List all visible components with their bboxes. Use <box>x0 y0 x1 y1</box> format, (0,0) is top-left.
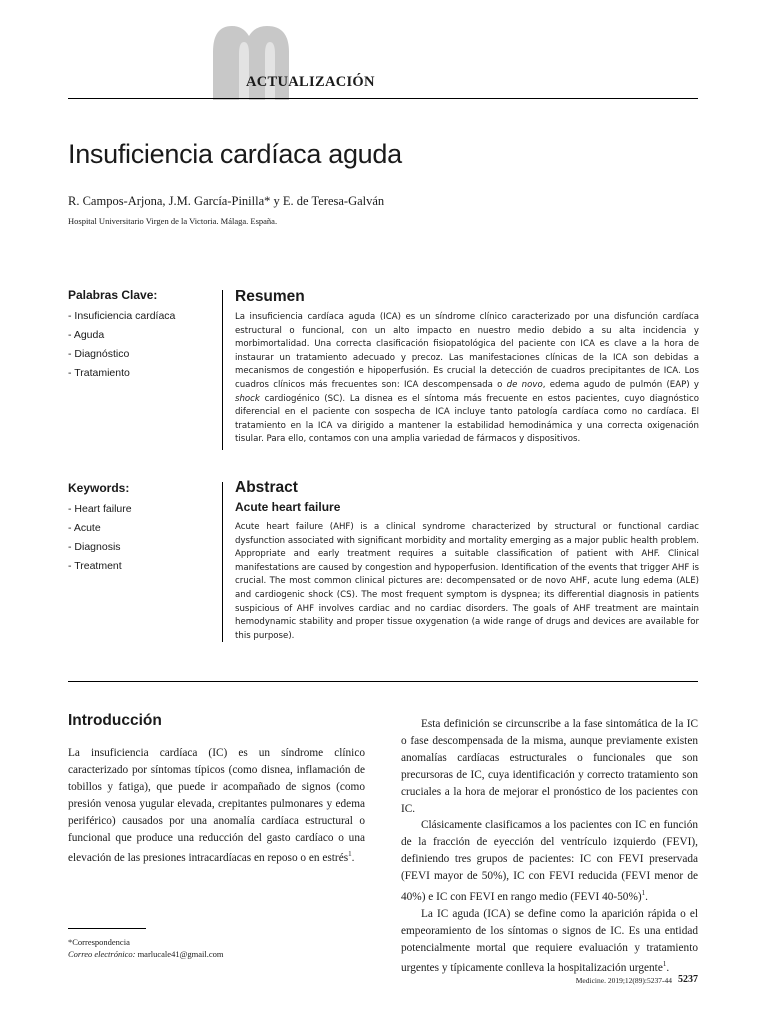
keywords-en-list <box>68 500 132 576</box>
page-number: 5237 <box>678 974 698 985</box>
intro-paragraph: La IC aguda (ICA) se define como la aparición rápida o el empeoramiento de los síntomas o signos de IC. Es una entidad potencialmente mortal que requiere evaluación y tratamiento urgentes y típicamente conlleva la hospitalización urgente$^1$. <box>401 907 698 975</box>
keyword-item: - Aguda <box>68 329 105 341</box>
correspondence-note: *Correspondencia <box>68 937 130 947</box>
keyword-item: - Heart failure <box>68 503 132 515</box>
keywords-es-list <box>68 307 175 383</box>
correspondence-email: Correo electrónico: marlucale41@gmail.com <box>68 949 224 959</box>
intro-paragraph: Esta definición se circunscribe a la fase sintomática de la IC o fase descompensada de la misma, aunque previamente existen anomalías cardíacas estructurales o funcionales que son precursoras de IC, cuya identificación y correcto tratamiento son cruciales a la hora de mejorar el pronóstico de los pacientes con IC. <box>401 718 698 815</box>
article-authors: R. Campos-Arjona, J.M. García-Pinilla* y E. de Teresa-Galván <box>68 194 385 208</box>
resumen-body: La insuficiencia cardíaca aguda (ICA) es un síndrome clínico caracterizado por una disfunción cardíaca estructural o funcional, con un alto impacto en nuestro medio debido a su alta incidencia y morbimortalidad. Una correcta clasificación fisiopatológica del paciente con ICA es clave a la hora de instaurar un tratamiento adecuado y precoz. Las manifestaciones clínicas de la ICA son debidas a mecanismos de congestión e hipoperfusión. Es crucial la detección de cuadros precipitantes de ICA. Los cuadros clínicos más frecuentes son: ICA descompensada o de novo, edema agudo de pulmón (EAP) y shock cardiogénico (SC). La disnea es el síntoma más frecuente en estos pacientes, cuyo diagnóstico diferencial en el paciente con sospecha de ICA incluye tanto patología cardíaca como no cardíaca. El tratamiento en la ICA va dirigido a mantener la estabilidad hemodinámica y una correcta oxigenación tisular. Para ello, contamos con una amplia variedad de fármacos y dispositivos. <box>235 312 699 445</box>
keyword-item: - Diagnosis <box>68 541 121 553</box>
intro-paragraph: La insuficiencia cardíaca (IC) es un síndrome clínico caracterizado por síntomas típicos (como disnea, inflamación de tobillos y fatiga), que puede ir acompañado de signos (como presión venosa yugular elevada, crepitantes pulmonares y edema periférico) causados por una anomalía cardíaca estructural o funcional que produce una reducción del gasto cardíaco o una elevación de las presiones intracardíacas en reposo o en estrés$^1$. <box>68 747 365 865</box>
keywords-es-heading: Palabras Clave: <box>68 288 158 302</box>
keyword-item: - Treatment <box>68 560 122 572</box>
article-affiliation: Hospital Universitario Virgen de la Victoria. Málaga. España. <box>68 216 278 226</box>
keywords-en-heading: Keywords: <box>68 481 130 495</box>
keyword-item: - Diagnóstico <box>68 348 130 360</box>
keyword-item: - Insuficiencia cardíaca <box>68 310 176 322</box>
abstract-heading: Abstract <box>235 479 298 496</box>
section-divider <box>68 681 698 682</box>
footnote-divider <box>68 928 146 929</box>
abstract-subheading: Acute heart failure <box>235 500 341 514</box>
intro-heading: Introducción <box>68 712 162 729</box>
resumen-divider <box>222 290 223 450</box>
intro-left-column <box>68 745 365 867</box>
keyword-item: - Acute <box>68 522 101 534</box>
section-label: ACTUALIZACIÓN <box>246 74 375 90</box>
abstract-body: Acute heart failure (AHF) is a clinical syndrome characterized by structural or functional cardiac dysfunction associated with significant morbidity and mortality emerging as a major public health problem. Appropriate and early treatment requires a suitable classification of patient with AHF. Clinical manifestations are caused by congestion and hypoperfusion. Identification of the events that trigger AHF is crucial. The most common clinical pictures are: decompensated or de novo AHF, acute lung edema (ALE) and cardiogenic shock (CS). The most frequent symptom is dyspnea; its differential diagnosis in patients suspicious of AHF involves cardiac and no cardiac disorders. The goals of AHF treatment are maintain hemodynamic stability and proper tissue oxygenation (a wide range of drugs and devices are available for this purpose). <box>235 522 699 641</box>
article-title: Insuficiencia cardíaca aguda <box>68 139 402 169</box>
header-divider <box>68 98 698 99</box>
keyword-item: - Tratamiento <box>68 367 130 379</box>
intro-paragraph: Clásicamente clasificamos a los pacientes con IC en función de la fracción de eyección del ventrículo izquierdo (FEVI), definiendo tres grupos de pacientes: IC con FEVI preservada (FEVI mayor de 50%), IC con FEVI reducida (FEVI menor de 40%) e IC con FEVI en rango medio (FEVI 40-50%)$^1$. <box>401 819 698 903</box>
intro-right-column <box>401 716 698 977</box>
resumen-heading: Resumen <box>235 288 305 305</box>
citation-line: Medicine. 2019;12(89):5237-44 <box>575 976 672 985</box>
abstract-divider <box>222 482 223 642</box>
email-link[interactable]: marlucale41@gmail.com <box>137 949 224 959</box>
